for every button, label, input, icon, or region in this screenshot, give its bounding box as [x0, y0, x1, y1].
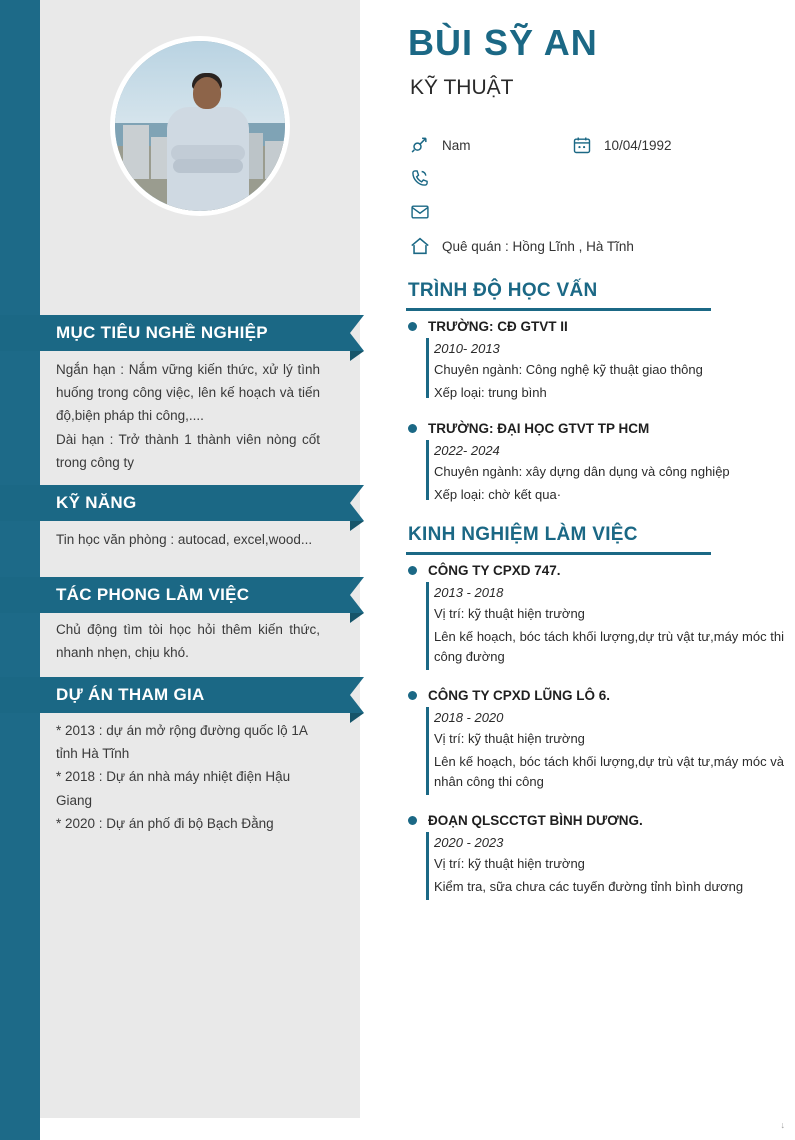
experience-company: ĐOẠN QLSCCTGT BÌNH DƯƠNG. — [428, 813, 643, 828]
calendar-icon — [570, 133, 594, 157]
experience-period: 2013 - 2018 — [434, 584, 504, 600]
experience-detail: Lên kế hoạch, bóc tách khối lượng,dự trù vật tư,máy móc và nhân công thi công — [434, 754, 784, 789]
education-detail: Xếp loại: chờ kết qua· — [434, 487, 562, 503]
experience-underline — [406, 552, 711, 555]
contact-email — [408, 200, 442, 224]
banner-shadow — [350, 351, 364, 361]
left-accent-rail — [0, 0, 40, 1140]
education-period: 2010- 2013 — [434, 340, 500, 356]
banner-shadow — [350, 521, 364, 531]
education-item — [408, 318, 788, 400]
timeline-bar — [426, 582, 429, 670]
corner-mark: ↓ — [780, 1120, 785, 1130]
bullet-dot — [408, 691, 417, 700]
experience-detail: Vị trí: kỹ thuật hiện trường — [434, 855, 585, 871]
timeline-bar — [426, 338, 429, 398]
section-header-label: KỸ NĂNG — [56, 493, 137, 512]
section-header-skills — [0, 485, 350, 521]
section-header-label: TÁC PHONG LÀM VIỆC — [56, 585, 250, 604]
work-style-paragraph: Chủ động tìm tòi học hỏi thêm kiến thức, nhanh nhẹn, chịu khó. — [56, 622, 320, 661]
experience-detail: Kiểm tra, sữa chưa các tuyến đường tỉnh bình dương — [434, 879, 744, 895]
phone-icon — [408, 166, 432, 190]
contact-hometown — [408, 234, 634, 258]
banner-tail — [350, 677, 364, 713]
contact-gender-value: Nam — [442, 137, 471, 153]
project-item: * 2020 : Dự án phố đi bộ Bạch Đằng — [56, 815, 274, 831]
photo-building — [123, 125, 149, 179]
gender-icon — [408, 133, 432, 157]
experience-item — [408, 687, 788, 797]
education-underline — [406, 308, 711, 311]
banner-shadow — [350, 613, 364, 623]
contact-hometown-value: Quê quán : Hồng Lĩnh , Hà Tĩnh — [442, 238, 634, 254]
career-goal-body — [56, 358, 320, 474]
section-header-career-goal — [0, 315, 350, 351]
experience-period: 2018 - 2020 — [434, 709, 504, 725]
photo-person-arm — [173, 159, 243, 173]
bullet-dot — [408, 816, 417, 825]
education-period: 2022- 2024 — [434, 442, 500, 458]
section-header-work-style — [0, 577, 350, 613]
section-header-label: DỰ ÁN THAM GIA — [56, 685, 205, 704]
banner-shadow — [350, 713, 364, 723]
job-role: KỸ THUẬT — [410, 76, 514, 99]
photo-person-head — [193, 77, 221, 109]
bullet-dot — [408, 322, 417, 331]
section-title-education: TRÌNH ĐỘ HỌC VẤN — [408, 280, 598, 301]
bullet-dot — [408, 566, 417, 575]
timeline-bar — [426, 832, 429, 900]
section-header-projects — [0, 677, 350, 713]
avatar — [110, 36, 290, 216]
career-goal-paragraph: Dài hạn : Trở thành 1 thành viên nòng cốt trong công ty — [56, 431, 320, 470]
banner-tail — [350, 577, 364, 613]
experience-detail: Lên kế hoạch, bóc tách khối lượng,dự trù vật tư,máy móc thi công đường — [434, 629, 784, 664]
page-title: BÙI SỸ AN — [408, 22, 598, 63]
work-style-body — [56, 618, 320, 664]
banner-tail — [350, 485, 364, 521]
contact-gender — [408, 133, 471, 157]
experience-detail: Vị trí: kỹ thuật hiện trường — [434, 730, 585, 746]
home-icon — [408, 234, 432, 258]
experience-company: CÔNG TY CPXD 747. — [428, 563, 561, 578]
photo-building — [265, 141, 285, 179]
project-item: * 2018 : Dự án nhà máy nhiệt điện Hậu Giang — [56, 769, 291, 808]
experience-item — [408, 562, 788, 672]
education-school: TRƯỜNG: CĐ GTVT II — [428, 319, 568, 334]
bullet-dot — [408, 424, 417, 433]
right-column — [392, 0, 795, 1140]
education-detail: Chuyên ngành: xây dựng dân dụng và công nghiệp — [434, 463, 730, 479]
education-item — [408, 420, 788, 502]
skills-body — [56, 528, 320, 551]
project-item: * 2013 : dự án mở rộng đường quốc lộ 1A tỉnh Hà Tĩnh — [56, 723, 308, 762]
skills-paragraph: Tin học văn phòng : autocad, excel,wood... — [56, 532, 313, 547]
timeline-bar — [426, 707, 429, 795]
experience-item — [408, 812, 788, 902]
mail-icon — [408, 200, 432, 224]
timeline-bar — [426, 440, 429, 500]
contact-birthday — [570, 133, 672, 157]
banner-tail — [350, 315, 364, 351]
experience-detail: Vị trí: kỹ thuật hiện trường — [434, 605, 585, 621]
education-detail: Xếp loại: trung bình — [434, 385, 547, 401]
section-title-experience: KINH NGHIỆM LÀM VIỆC — [408, 524, 638, 545]
experience-company: CÔNG TY CPXD LŨNG LÔ 6. — [428, 688, 611, 703]
education-school: TRƯỜNG: ĐẠI HỌC GTVT TP HCM — [428, 421, 650, 436]
career-goal-paragraph: Ngắn hạn : Nắm vững kiến thức, xử lý tình huống trong công việc, lên kế hoạch và tiến độ,biện pháp thi công,.... — [56, 362, 320, 424]
contact-birthday-value: 10/04/1992 — [604, 137, 672, 153]
projects-body — [56, 719, 320, 835]
contact-phone — [408, 166, 442, 190]
education-detail: Chuyên ngành: Công nghệ kỹ thuật giao thông — [434, 361, 703, 377]
experience-period: 2020 - 2023 — [434, 834, 504, 850]
section-header-label: MỤC TIÊU NGHỀ NGHIỆP — [56, 323, 268, 342]
